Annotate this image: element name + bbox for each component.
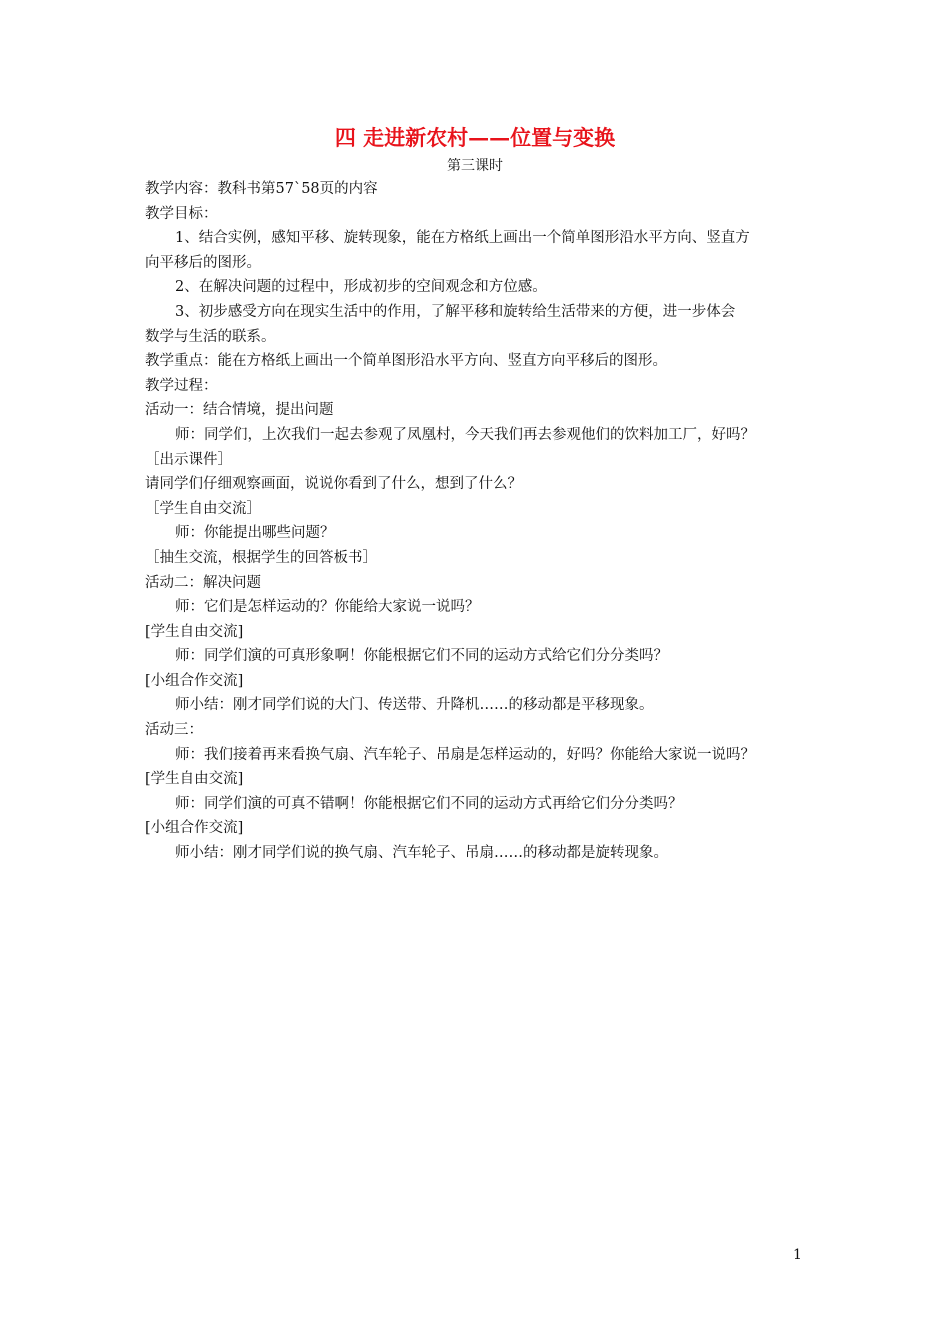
bracket-note: ［抽生交流，根据学生的回答板书］ [145, 549, 377, 566]
teacher-line: 师：它们是怎样运动的？你能给大家说一说吗？ [175, 599, 480, 616]
teacher-line: 师：同学们演的可真形象啊！你能根据它们不同的运动方式给它们分分类吗？ [175, 648, 668, 665]
bracket-note: [学生自由交流] [145, 771, 244, 788]
goal-2: 2、在解决问题的过程中，形成初步的空间观念和方位感。 [175, 279, 547, 296]
bracket-note: [小组合作交流] [145, 820, 244, 837]
goal-1-line-2: 向平移后的图形。 [145, 254, 261, 271]
teaching-content-line: 教学内容：教科书第57`58页的内容 [145, 181, 378, 197]
goal-1-line-1: 1、结合实例，感知平移、旋转现象，能在方格纸上画出一个简单图形沿水平方向、竖直方 [175, 230, 750, 247]
document-title: 四 走进新农村——位置与变换 [334, 125, 616, 150]
teacher-line: 师：同学们，上次我们一起去参观了凤凰村，今天我们再去参观他们的饮料加工厂，好吗？ [175, 426, 755, 443]
goal-3-line-2: 数学与生活的联系。 [145, 328, 276, 345]
activity-2-heading: 活动二：解决问题 [145, 574, 261, 591]
teacher-summary: 师小结：刚才同学们说的大门、传送带、升降机……的移动都是平移现象。 [175, 697, 654, 714]
document-body [145, 177, 825, 866]
bracket-note: ［学生自由交流］ [145, 500, 261, 517]
page-number: 1 [793, 1247, 802, 1263]
teaching-focus: 教学重点：能在方格纸上画出一个简单图形沿水平方向、竖直方向平移后的图形。 [145, 353, 667, 370]
activity-1-heading: 活动一：结合情境，提出问题 [145, 402, 334, 419]
document-subtitle: 第三课时 [447, 158, 503, 174]
goal-3-line-1: 3、初步感受方向在现实生活中的作用，了解平移和旋转给生活带来的方便，进一步体会 [175, 303, 736, 320]
bracket-note: [学生自由交流] [145, 623, 244, 640]
teaching-process-heading: 教学过程： [145, 377, 218, 394]
activity-3-heading: 活动三： [145, 722, 203, 739]
bracket-note: ［出示课件］ [145, 451, 232, 468]
teacher-summary: 师小结：刚才同学们说的换气扇、汽车轮子、吊扇……的移动都是旋转现象。 [175, 845, 668, 862]
teaching-goals-heading: 教学目标： [145, 205, 218, 222]
instruction-line: 请同学们仔细观察画面，说说你看到了什么，想到了什么？ [145, 476, 522, 493]
teacher-line: 师：同学们演的可真不错啊！你能根据它们不同的运动方式再给它们分分类吗？ [175, 795, 683, 812]
teacher-line: 师：我们接着再来看换气扇、汽车轮子、吊扇是怎样运动的，好吗？你能给大家说一说吗？ [175, 746, 755, 763]
teacher-line: 师：你能提出哪些问题？ [175, 525, 335, 542]
bracket-note: [小组合作交流] [145, 672, 244, 689]
